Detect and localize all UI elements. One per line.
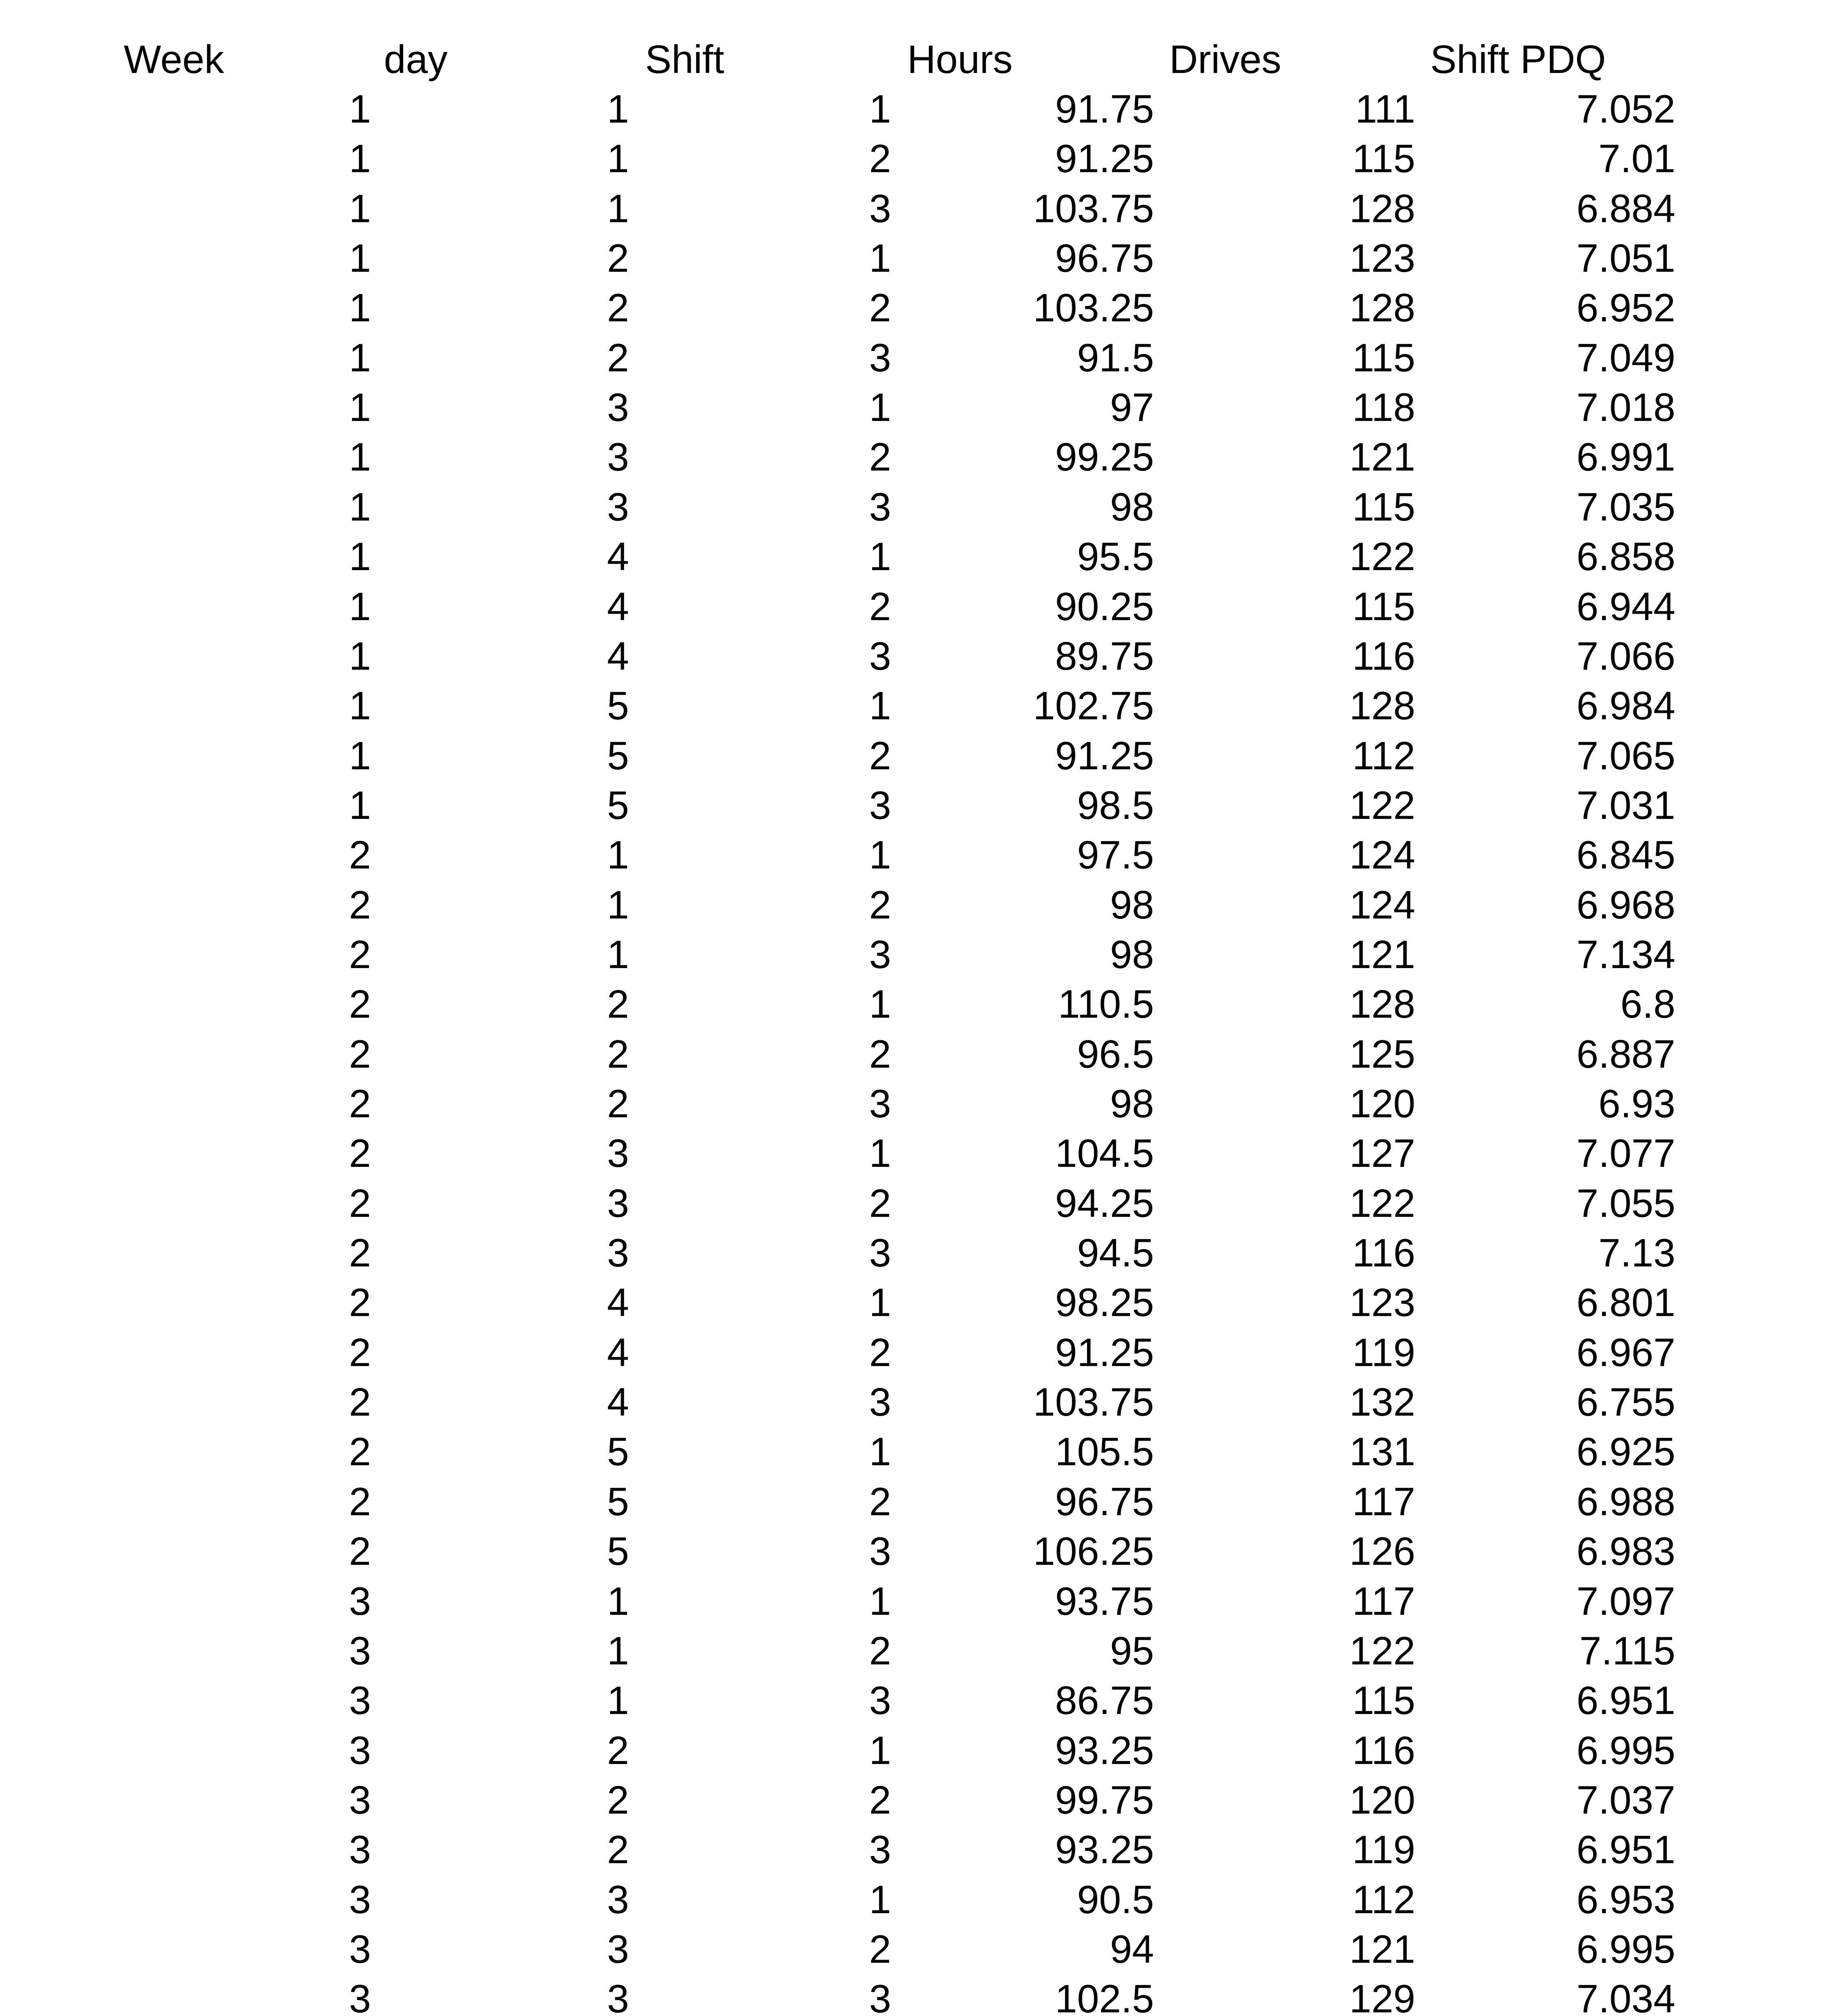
cell-hours: 94.25 xyxy=(1055,1181,1154,1225)
cell-shift-pdq: 7.035 xyxy=(1576,484,1675,529)
cell-shift: 3 xyxy=(869,633,891,678)
cell-hours: 102.5 xyxy=(1055,1976,1154,2016)
cell-week: 3 xyxy=(349,1678,371,1723)
cell-shift: 2 xyxy=(869,1031,891,1076)
cell-shift: 1 xyxy=(869,534,891,579)
cell-shift: 2 xyxy=(869,435,891,479)
table-row xyxy=(0,979,1831,1029)
cell-day: 3 xyxy=(607,484,629,529)
cell-shift-pdq: 6.845 xyxy=(1576,833,1675,877)
table-row xyxy=(0,283,1831,333)
cell-shift-pdq: 6.755 xyxy=(1576,1380,1675,1425)
cell-day: 5 xyxy=(607,1529,629,1574)
header-shift: Shift xyxy=(645,37,725,81)
table-row xyxy=(0,84,1831,134)
cell-week: 3 xyxy=(349,1777,371,1822)
cell-hours: 103.75 xyxy=(1033,186,1154,231)
table-row xyxy=(0,1079,1831,1129)
cell-week: 1 xyxy=(349,285,371,330)
cell-shift: 3 xyxy=(869,1380,891,1425)
cell-hours: 102.75 xyxy=(1033,683,1154,728)
cell-day: 5 xyxy=(607,733,629,778)
cell-hours: 91.25 xyxy=(1055,136,1154,181)
cell-week: 2 xyxy=(349,1380,371,1425)
table-row xyxy=(0,1527,1831,1576)
cell-week: 2 xyxy=(349,1280,371,1325)
cell-hours: 98.25 xyxy=(1055,1280,1154,1325)
cell-week: 1 xyxy=(349,584,371,629)
cell-day: 1 xyxy=(607,87,629,131)
cell-shift-pdq: 7.055 xyxy=(1576,1181,1675,1225)
cell-hours: 96.75 xyxy=(1055,236,1154,281)
table-row xyxy=(0,930,1831,979)
cell-shift: 1 xyxy=(869,683,891,728)
cell-hours: 99.25 xyxy=(1055,435,1154,479)
cell-drives: 128 xyxy=(1349,285,1415,330)
cell-drives: 128 xyxy=(1349,683,1415,728)
cell-day: 4 xyxy=(607,1380,629,1425)
table-row xyxy=(0,880,1831,930)
cell-drives: 117 xyxy=(1352,1579,1415,1623)
cell-drives: 122 xyxy=(1349,1628,1415,1673)
cell-shift-pdq: 6.953 xyxy=(1576,1877,1675,1922)
cell-week: 2 xyxy=(349,982,371,1027)
cell-shift-pdq: 6.801 xyxy=(1576,1280,1675,1325)
cell-drives: 115 xyxy=(1352,484,1415,529)
cell-day: 3 xyxy=(607,1131,629,1176)
cell-shift: 1 xyxy=(869,87,891,131)
cell-shift: 2 xyxy=(869,1330,891,1375)
cell-day: 1 xyxy=(607,932,629,977)
cell-drives: 124 xyxy=(1349,882,1415,927)
cell-shift: 3 xyxy=(869,1678,891,1723)
cell-shift: 1 xyxy=(869,236,891,281)
cell-shift: 3 xyxy=(869,1081,891,1126)
table-row xyxy=(0,184,1831,233)
cell-hours: 99.75 xyxy=(1055,1777,1154,1822)
cell-shift-pdq: 7.077 xyxy=(1576,1131,1675,1176)
cell-drives: 117 xyxy=(1352,1479,1415,1524)
cell-shift: 2 xyxy=(869,1628,891,1673)
table-row xyxy=(0,482,1831,532)
cell-shift-pdq: 7.097 xyxy=(1576,1579,1675,1623)
cell-week: 3 xyxy=(349,1728,371,1772)
cell-day: 4 xyxy=(607,1280,629,1325)
table-row xyxy=(0,781,1831,830)
table-row xyxy=(0,1825,1831,1874)
cell-shift: 3 xyxy=(869,1529,891,1574)
cell-week: 2 xyxy=(349,1181,371,1225)
cell-shift-pdq: 7.018 xyxy=(1576,385,1675,430)
cell-day: 2 xyxy=(607,1777,629,1822)
cell-day: 5 xyxy=(607,1479,629,1524)
cell-shift-pdq: 7.034 xyxy=(1576,1976,1675,2016)
cell-shift: 2 xyxy=(869,285,891,330)
cell-shift-pdq: 7.01 xyxy=(1598,136,1675,181)
cell-day: 2 xyxy=(607,236,629,281)
cell-hours: 89.75 xyxy=(1055,633,1154,678)
cell-day: 5 xyxy=(607,1429,629,1474)
cell-hours: 97 xyxy=(1110,385,1154,430)
cell-hours: 93.25 xyxy=(1055,1827,1154,1872)
cell-shift: 2 xyxy=(869,882,891,927)
cell-week: 1 xyxy=(349,733,371,778)
cell-week: 1 xyxy=(349,335,371,380)
cell-shift-pdq: 7.049 xyxy=(1576,335,1675,380)
cell-shift: 1 xyxy=(869,1429,891,1474)
cell-shift-pdq: 7.13 xyxy=(1598,1231,1675,1275)
header-hours: Hours xyxy=(907,37,1013,81)
table-row xyxy=(0,1179,1831,1228)
cell-drives: 112 xyxy=(1352,733,1415,778)
cell-day: 3 xyxy=(607,385,629,430)
cell-shift: 2 xyxy=(869,1777,891,1822)
cell-drives: 116 xyxy=(1352,1728,1415,1772)
cell-shift-pdq: 7.066 xyxy=(1576,633,1675,678)
cell-day: 4 xyxy=(607,1330,629,1375)
cell-day: 2 xyxy=(607,982,629,1027)
cell-hours: 86.75 xyxy=(1055,1678,1154,1723)
cell-shift: 1 xyxy=(869,1579,891,1623)
cell-week: 3 xyxy=(349,1926,371,1971)
table-row xyxy=(0,1427,1831,1477)
cell-hours: 91.75 xyxy=(1055,87,1154,131)
table-row xyxy=(0,1029,1831,1079)
cell-day: 1 xyxy=(607,1628,629,1673)
cell-day: 3 xyxy=(607,1926,629,1971)
cell-hours: 90.5 xyxy=(1077,1877,1154,1922)
cell-shift-pdq: 6.988 xyxy=(1576,1479,1675,1524)
cell-shift-pdq: 6.984 xyxy=(1576,683,1675,728)
cell-shift: 1 xyxy=(869,833,891,877)
cell-shift: 2 xyxy=(869,584,891,629)
table-row xyxy=(0,1129,1831,1178)
cell-hours: 95 xyxy=(1110,1628,1154,1673)
cell-day: 1 xyxy=(607,1678,629,1723)
cell-drives: 121 xyxy=(1349,435,1415,479)
cell-drives: 116 xyxy=(1352,1231,1415,1275)
cell-drives: 115 xyxy=(1352,584,1415,629)
table-row xyxy=(0,233,1831,283)
cell-hours: 98 xyxy=(1110,484,1154,529)
cell-shift: 3 xyxy=(869,1827,891,1872)
cell-shift: 3 xyxy=(869,1231,891,1275)
cell-shift-pdq: 6.967 xyxy=(1576,1330,1675,1375)
cell-day: 2 xyxy=(607,1827,629,1872)
cell-day: 1 xyxy=(607,1579,629,1623)
cell-drives: 121 xyxy=(1349,932,1415,977)
cell-week: 3 xyxy=(349,1579,371,1623)
cell-drives: 132 xyxy=(1349,1380,1415,1425)
cell-day: 3 xyxy=(607,1976,629,2016)
cell-week: 2 xyxy=(349,1131,371,1176)
cell-day: 2 xyxy=(607,285,629,330)
cell-hours: 97.5 xyxy=(1077,833,1154,877)
cell-hours: 110.5 xyxy=(1058,982,1154,1027)
cell-drives: 122 xyxy=(1349,783,1415,827)
cell-week: 1 xyxy=(349,633,371,678)
cell-shift: 3 xyxy=(869,186,891,231)
cell-day: 4 xyxy=(607,633,629,678)
cell-shift: 3 xyxy=(869,335,891,380)
cell-week: 1 xyxy=(349,783,371,827)
cell-week: 3 xyxy=(349,1628,371,1673)
cell-drives: 111 xyxy=(1355,87,1415,131)
table-row xyxy=(0,1626,1831,1676)
cell-shift-pdq: 6.983 xyxy=(1576,1529,1675,1574)
cell-shift: 3 xyxy=(869,932,891,977)
cell-shift: 1 xyxy=(869,385,891,430)
cell-week: 1 xyxy=(349,236,371,281)
cell-shift: 3 xyxy=(869,1976,891,2016)
cell-drives: 122 xyxy=(1349,1181,1415,1225)
cell-drives: 118 xyxy=(1352,385,1415,430)
cell-hours: 91.5 xyxy=(1077,335,1154,380)
cell-drives: 127 xyxy=(1349,1131,1415,1176)
table-row xyxy=(0,830,1831,880)
cell-shift-pdq: 6.951 xyxy=(1576,1827,1675,1872)
table-row xyxy=(0,1726,1831,1775)
cell-hours: 95.5 xyxy=(1077,534,1154,579)
cell-drives: 125 xyxy=(1349,1031,1415,1076)
cell-week: 3 xyxy=(349,1976,371,2016)
cell-hours: 96.5 xyxy=(1077,1031,1154,1076)
table-row xyxy=(0,383,1831,432)
cell-shift-pdq: 6.968 xyxy=(1576,882,1675,927)
cell-day: 1 xyxy=(607,882,629,927)
cell-shift-pdq: 6.952 xyxy=(1576,285,1675,330)
cell-day: 2 xyxy=(607,335,629,380)
cell-shift: 2 xyxy=(869,1181,891,1225)
cell-drives: 120 xyxy=(1349,1081,1415,1126)
table-row xyxy=(0,532,1831,581)
cell-week: 2 xyxy=(349,1081,371,1126)
cell-day: 1 xyxy=(607,833,629,877)
cell-drives: 119 xyxy=(1352,1827,1415,1872)
cell-shift: 3 xyxy=(869,484,891,529)
cell-hours: 106.25 xyxy=(1033,1529,1154,1574)
cell-hours: 94 xyxy=(1110,1926,1154,1971)
cell-shift-pdq: 6.944 xyxy=(1576,584,1675,629)
cell-week: 1 xyxy=(349,683,371,728)
cell-drives: 122 xyxy=(1349,534,1415,579)
cell-shift-pdq: 6.887 xyxy=(1576,1031,1675,1076)
cell-day: 3 xyxy=(607,1231,629,1275)
cell-shift: 1 xyxy=(869,1280,891,1325)
cell-shift-pdq: 7.031 xyxy=(1576,783,1675,827)
cell-shift-pdq: 6.93 xyxy=(1598,1081,1675,1126)
header-week: Week xyxy=(124,37,224,81)
cell-week: 1 xyxy=(349,87,371,131)
cell-drives: 115 xyxy=(1352,1678,1415,1723)
cell-hours: 98 xyxy=(1110,1081,1154,1126)
table-row xyxy=(0,582,1831,631)
cell-drives: 115 xyxy=(1352,335,1415,380)
cell-hours: 91.25 xyxy=(1055,733,1154,778)
cell-day: 3 xyxy=(607,435,629,479)
cell-drives: 119 xyxy=(1352,1330,1415,1375)
cell-hours: 93.75 xyxy=(1055,1579,1154,1623)
cell-shift-pdq: 6.884 xyxy=(1576,186,1675,231)
cell-week: 2 xyxy=(349,833,371,877)
table-row xyxy=(0,1875,1831,1924)
cell-drives: 115 xyxy=(1352,136,1415,181)
cell-hours: 96.75 xyxy=(1055,1479,1154,1524)
cell-hours: 105.5 xyxy=(1055,1429,1154,1474)
cell-day: 3 xyxy=(607,1181,629,1225)
cell-drives: 123 xyxy=(1349,236,1415,281)
cell-hours: 104.5 xyxy=(1055,1131,1154,1176)
cell-shift-pdq: 6.858 xyxy=(1576,534,1675,579)
cell-week: 2 xyxy=(349,1330,371,1375)
cell-shift-pdq: 7.052 xyxy=(1576,87,1675,131)
cell-shift-pdq: 6.995 xyxy=(1576,1926,1675,1971)
cell-hours: 93.25 xyxy=(1055,1728,1154,1772)
cell-shift-pdq: 7.115 xyxy=(1579,1628,1675,1673)
table-row xyxy=(0,333,1831,383)
cell-shift: 1 xyxy=(869,1131,891,1176)
cell-hours: 98 xyxy=(1110,882,1154,927)
cell-week: 2 xyxy=(349,1429,371,1474)
cell-hours: 91.25 xyxy=(1055,1330,1154,1375)
cell-drives: 131 xyxy=(1349,1429,1415,1474)
cell-day: 5 xyxy=(607,683,629,728)
cell-drives: 129 xyxy=(1349,1976,1415,2016)
cell-shift-pdq: 7.037 xyxy=(1576,1777,1675,1822)
cell-week: 2 xyxy=(349,1031,371,1076)
cell-week: 1 xyxy=(349,136,371,181)
cell-shift: 2 xyxy=(869,733,891,778)
cell-day: 1 xyxy=(607,186,629,231)
cell-week: 2 xyxy=(349,882,371,927)
cell-hours: 94.5 xyxy=(1077,1231,1154,1275)
header-drives: Drives xyxy=(1169,37,1281,81)
cell-shift: 2 xyxy=(869,1479,891,1524)
cell-shift: 1 xyxy=(869,1728,891,1772)
cell-shift: 2 xyxy=(869,136,891,181)
cell-shift: 1 xyxy=(869,1877,891,1922)
cell-shift-pdq: 7.051 xyxy=(1576,236,1675,281)
cell-drives: 120 xyxy=(1349,1777,1415,1822)
table-row xyxy=(0,432,1831,482)
cell-day: 2 xyxy=(607,1728,629,1772)
cell-shift-pdq: 6.951 xyxy=(1576,1678,1675,1723)
table-row xyxy=(0,1974,1831,2016)
cell-week: 2 xyxy=(349,932,371,977)
cell-day: 2 xyxy=(607,1031,629,1076)
cell-day: 5 xyxy=(607,783,629,827)
cell-shift-pdq: 7.134 xyxy=(1576,932,1675,977)
cell-week: 1 xyxy=(349,435,371,479)
cell-shift: 1 xyxy=(869,982,891,1027)
table-row xyxy=(0,1924,1831,1974)
table-row xyxy=(0,1676,1831,1725)
cell-hours: 98.5 xyxy=(1077,783,1154,827)
header-shift-pdq: Shift PDQ xyxy=(1430,37,1606,81)
table-row xyxy=(0,134,1831,183)
table-row xyxy=(0,1577,1831,1626)
table-row xyxy=(0,1228,1831,1278)
cell-drives: 112 xyxy=(1352,1877,1415,1922)
cell-day: 1 xyxy=(607,136,629,181)
cell-week: 3 xyxy=(349,1877,371,1922)
cell-hours: 103.25 xyxy=(1033,285,1154,330)
cell-day: 4 xyxy=(607,534,629,579)
cell-shift-pdq: 6.991 xyxy=(1576,435,1675,479)
table-row xyxy=(0,1278,1831,1327)
cell-drives: 128 xyxy=(1349,982,1415,1027)
cell-week: 1 xyxy=(349,186,371,231)
cell-week: 1 xyxy=(349,534,371,579)
cell-day: 4 xyxy=(607,584,629,629)
cell-shift-pdq: 7.065 xyxy=(1576,733,1675,778)
cell-hours: 90.25 xyxy=(1055,584,1154,629)
cell-drives: 121 xyxy=(1349,1926,1415,1971)
cell-drives: 126 xyxy=(1349,1529,1415,1574)
header-day: day xyxy=(384,37,448,81)
cell-week: 2 xyxy=(349,1231,371,1275)
table-row xyxy=(0,681,1831,731)
cell-shift-pdq: 6.8 xyxy=(1620,982,1675,1027)
cell-drives: 123 xyxy=(1349,1280,1415,1325)
cell-shift: 3 xyxy=(869,783,891,827)
cell-hours: 103.75 xyxy=(1033,1380,1154,1425)
cell-drives: 116 xyxy=(1352,633,1415,678)
table-row xyxy=(0,1328,1831,1377)
table-row xyxy=(0,631,1831,681)
cell-hours: 98 xyxy=(1110,932,1154,977)
cell-week: 1 xyxy=(349,385,371,430)
table-row xyxy=(0,1377,1831,1427)
cell-shift-pdq: 6.995 xyxy=(1576,1728,1675,1772)
cell-week: 2 xyxy=(349,1479,371,1524)
table-row xyxy=(0,1477,1831,1527)
cell-week: 1 xyxy=(349,484,371,529)
cell-week: 2 xyxy=(349,1529,371,1574)
cell-week: 3 xyxy=(349,1827,371,1872)
cell-shift-pdq: 6.925 xyxy=(1576,1429,1675,1474)
header-row xyxy=(0,35,1831,84)
cell-drives: 128 xyxy=(1349,186,1415,231)
table-row xyxy=(0,731,1831,781)
table-row xyxy=(0,1775,1831,1825)
cell-day: 3 xyxy=(607,1877,629,1922)
cell-drives: 124 xyxy=(1349,833,1415,877)
cell-shift: 2 xyxy=(869,1926,891,1971)
cell-day: 2 xyxy=(607,1081,629,1126)
